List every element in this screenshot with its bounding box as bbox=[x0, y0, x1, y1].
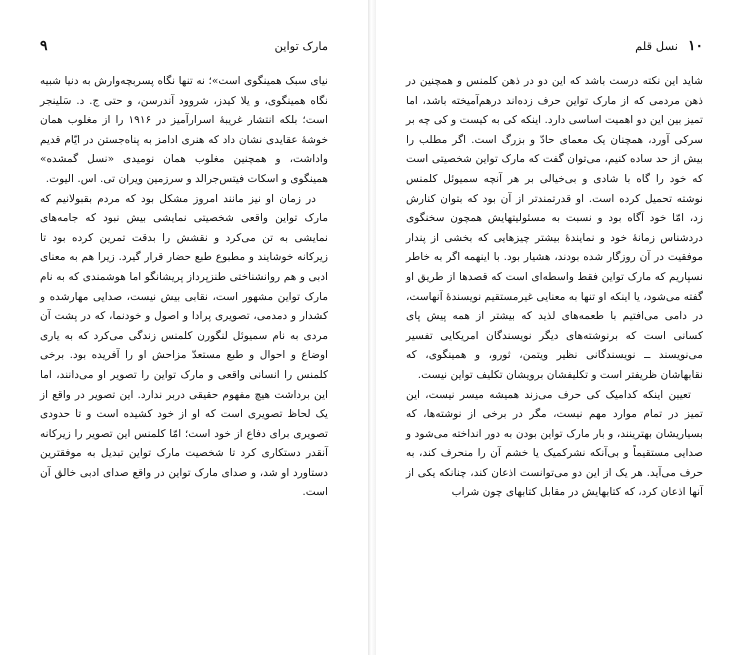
book-gutter bbox=[368, 0, 376, 655]
left-page-header bbox=[40, 36, 328, 56]
page-number: ۹ bbox=[40, 38, 48, 54]
running-title: مارک تواین bbox=[274, 39, 328, 53]
paragraph: نیای سبک همینگوی است»؛ نه تنها نگاه پسربچه‌وارش به دنیا شبیه نگاه همینگوی، و یلا کیدز، شروود آندرسن، و حتی ج. د. سَلینجر است؛ بلکه انتشار غریبهٔ اسرارآمیز در ۱۹۱۶ را از مغلوب همان خوشهٔ عقایدی نشان داد که هنری ادامز به پناه‌جستن در ایّام قدیم واداشت، و همچنین مغلوب همان نومیدی «نسل گمشده» همینگوی و اسکات فیتس‌جرالد و سرزمین ویران تی. اس. الیوت. bbox=[40, 75, 328, 185]
page-number: ۱۰ bbox=[687, 38, 703, 54]
running-title: نسل قلم bbox=[635, 39, 678, 53]
paragraph: در زمان او نیز مانند امروز مشکل بود که مردم بقبولانیم که مارک تواین واقعی شخصیتی نمایشی بیش نبود که جامه‌های نمایشی به تن می‌کرد و نقشش را بدقت تمرین کرده بود تا زیرکانه خوشایند و مطبوع طبع حضار قرار گیرد. زیرا هم به معنای ادبی و هم روانشناختی طنزپرداز پریشانگو اما هوشمندی که به نام مارک تواین مشهور است، نقابی بیش نیست، صدایی مهارشده و کشدار و دمدمی، تصویری پرادا و اصول و خودنما، که در پشت آن مردی به نام سمیوئل لنگورن کلمنس زندگی می‌کرد که به یاری اوضاع و احوال و طبع مستعدّ مزاحش او را آفریده بود. برخی کلمنس را انسانی واقعی و مارک تواین را تصویر او می‌دانند، اما این برداشت هیچ مفهوم حقیقی دربر ندارد. این تصویر در واقع از یک لحاظ تصویری است که او از خود کشیده است و تا حدودی تصویری برای دفاع از خود است؛ امّا کلمنس این تصویر را زیرکانه آنقدر دستکاری کرد تا شخصیت مارک تواین تبدیل به موفقترین دستاورد او شد، و صدای مارک تواین در واقع صدای ادبی خالق آن است. bbox=[40, 192, 328, 499]
right-page-header bbox=[406, 36, 703, 56]
left-page bbox=[0, 0, 368, 655]
right-page bbox=[376, 0, 743, 655]
paragraph: تعیین اینکه کدامیک کی حرف می‌زند همیشه میسر نیست، این تمیز در تمام موارد مهم نیست، مگر در برخی از نوشته‌ها، که بسیاریشان بهترینند، و بار مارک تواین بودن به دور انداخته می‌شود و صدایی مستقیماً و بی‌آنکه نشرکمیک یا خشم آن را منحرف کند، به حرف می‌آید. هر یک از این دو می‌توانست اذعان کند، چنانکه یکی از آنها اذعان کرد، که کتابهایش در مقابل کتابهای چون شراب bbox=[406, 388, 703, 499]
paragraph: شاید این نکته درست باشد که این دو در ذهن کلمنس و همچنین در ذهن مردمی که از مارک تواین حرف زده‌اند درهم‌آمیخته باشد، اما تمیز بین این دو اهمیت اساسی دارد. اینکه کی به کیست و کی چه بر سرکی آورد، همچنان یک معمای حادّ و بزرگ است. اگر مطلب را بیش از حد ساده کنیم، می‌توان گفت که مارک تواین شخصیتی است که خود را گاه با شادی و بی‌خیالی بر هر آنچه سمیوئل کلمنس نوشته تحمیل کرده است. او قدرتمندتر از آن بود که بتوان کنارش زد، امّا خود آگاه بود و نسبت به مسئولیتهایش همچون سخنگوی دردشناس زمانهٔ خود و نمایندهٔ بیشتر چیزهایی که بخشی از پندار موفقیت در آن روزگار شده بودند، هشیار بود. با اینهمه اگر به خاطر نسپاریم که مارک تواین فقط واسطه‌ای است که قصدها از طریق او گفته می‌شود، یا اینکه او تنها به معنایی غیرمستقیم نویسندهٔ آنهاست، در دامی می‌افتیم با طعمه‌های لذید که بیشتر از همه پیش پای کسانی است که برنوشته‌های دیگر نویسندگان امریکایی تفسیر می‌نویسند ــ نویسندگانی نظیر ویتمن، ثورو، و همینگوی، که نقابهاشان ظریفتر است و تکلیفشان برویشان تکلیف تواین نیست. bbox=[405, 75, 703, 381]
left-page-body bbox=[40, 72, 328, 503]
right-page-body bbox=[406, 72, 703, 503]
